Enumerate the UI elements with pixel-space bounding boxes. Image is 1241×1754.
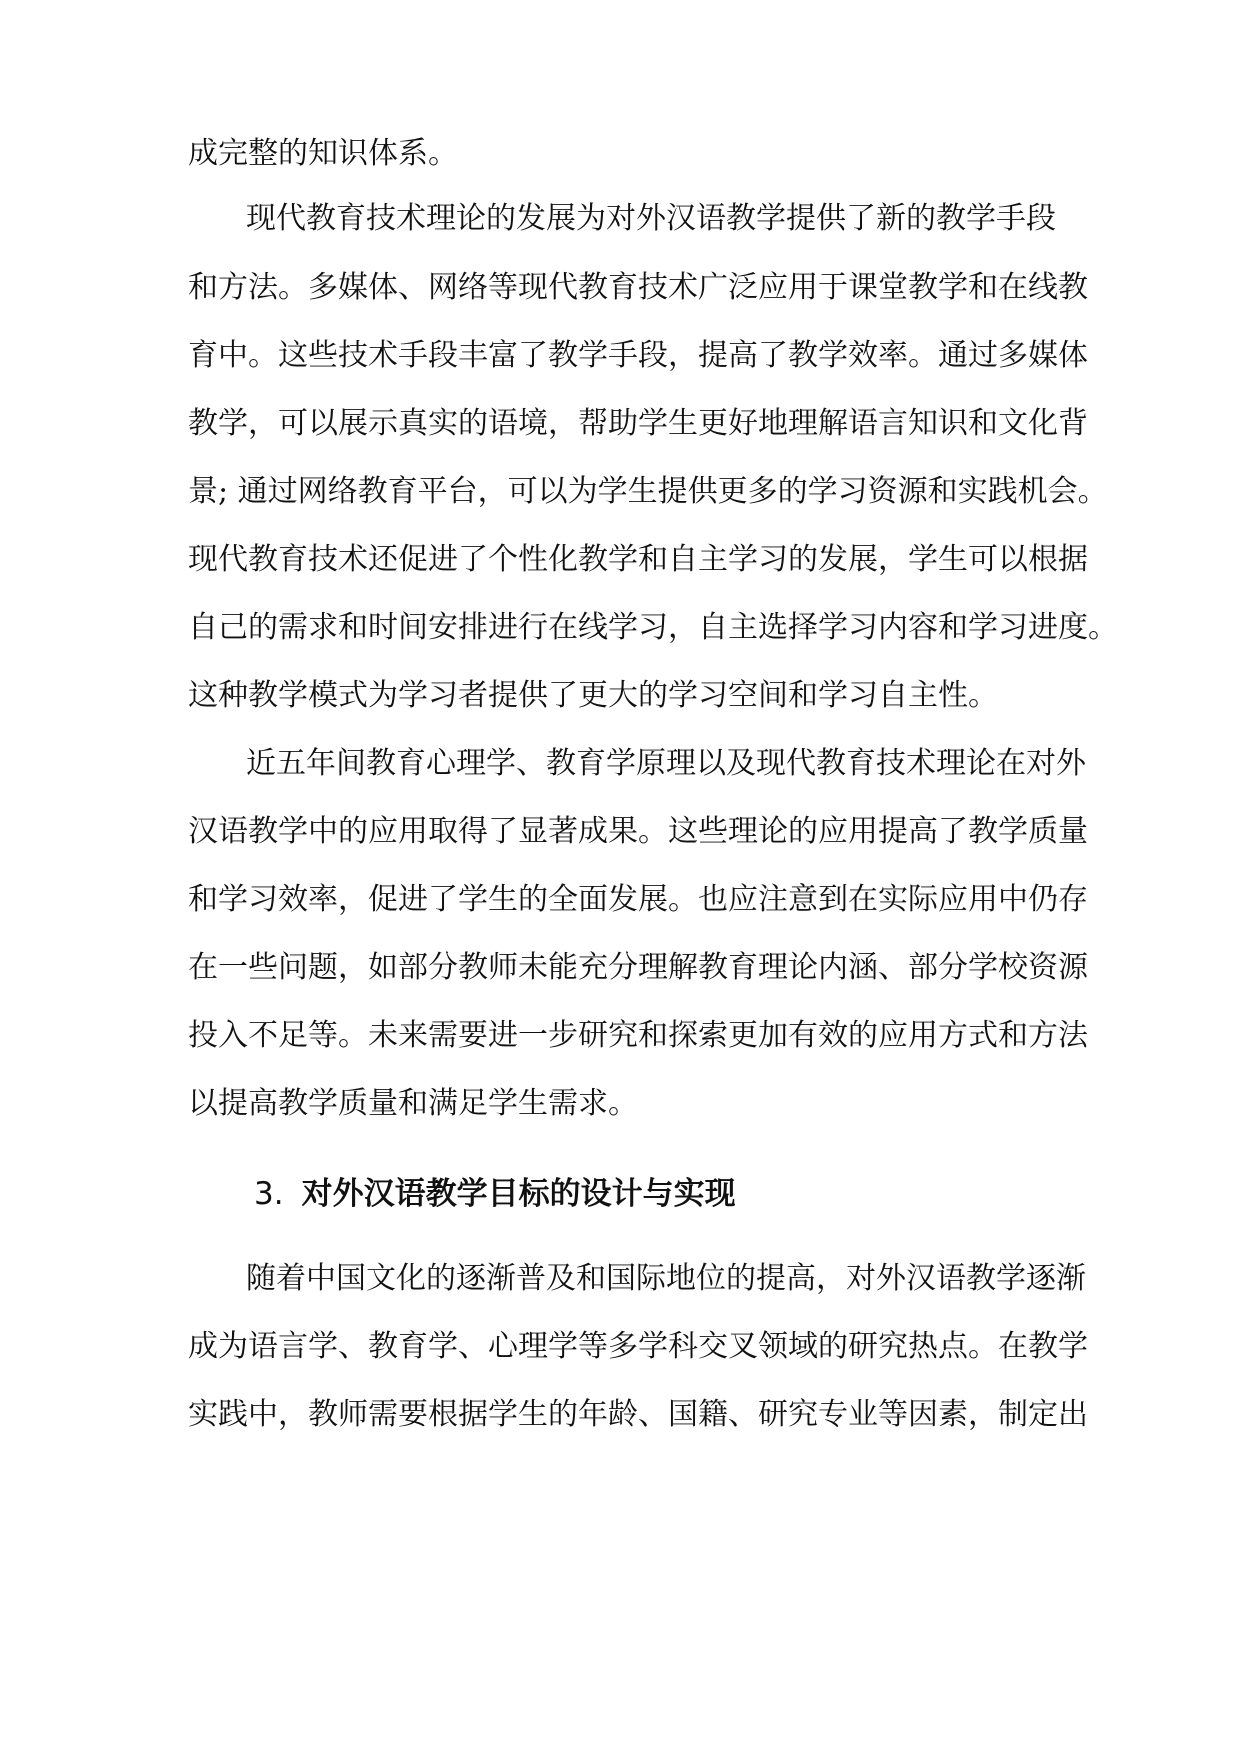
text-line: 这种教学模式为学习者提供了更大的学习空间和学习自主性。 (188, 678, 998, 713)
text-line: 教学，可以展示真实的语境，帮助学生更好地理解语言知识和文化背 (188, 406, 1088, 441)
text-line: 汉语教学中的应用取得了显著成果。这些理论的应用提高了教学质量 (188, 814, 1088, 849)
paragraph-start-line: 近五年间教育心理学、教育学原理以及现代教育技术理论在对外 (246, 746, 1086, 781)
text-line: 景; 通过网络教育平台，可以为学生提供更多的学习资源和实践机会。 (188, 474, 1108, 509)
text-line: 成完整的知识体系。 (188, 136, 458, 171)
text-line: 实践中，教师需要根据学生的年龄、国籍、研究专业等因素，制定出 (188, 1397, 1088, 1432)
paragraph-start-line: 现代教育技术理论的发展为对外汉语教学提供了新的教学手段 (246, 201, 1056, 236)
section-title: 对外汉语教学目标的设计与实现 (301, 1176, 736, 1212)
text-line: 以提高教学质量和满足学生需求。 (188, 1086, 638, 1121)
text-line: 成为语言学、教育学、心理学等多学科交叉领域的研究热点。在教学 (188, 1329, 1088, 1364)
text-line: 在一些问题，如部分教师未能充分理解教育理论内涵、部分学校资源 (188, 950, 1088, 985)
text-line: 投入不足等。未来需要进一步研究和探索更加有效的应用方式和方法 (188, 1018, 1088, 1053)
text-line: 自己的需求和时间安排进行在线学习，自主选择学习内容和学习进度。 (188, 610, 1118, 645)
text-line: 现代教育技术还促进了个性化教学和自主学习的发展，学生可以根据 (188, 542, 1088, 577)
section-number: 3. (254, 1176, 284, 1212)
text-line: 育中。这些技术手段丰富了教学手段，提高了教学效率。通过多媒体 (188, 338, 1088, 373)
text-line: 和方法。多媒体、网络等现代教育技术广泛应用于课堂教学和在线教 (188, 270, 1088, 305)
text-line: 和学习效率，促进了学生的全面发展。也应注意到在实际应用中仍存 (188, 882, 1088, 917)
section-heading (254, 1167, 1054, 1221)
paragraph-start-line: 随着中国文化的逐渐普及和国际地位的提高，对外汉语教学逐渐 (246, 1261, 1086, 1296)
